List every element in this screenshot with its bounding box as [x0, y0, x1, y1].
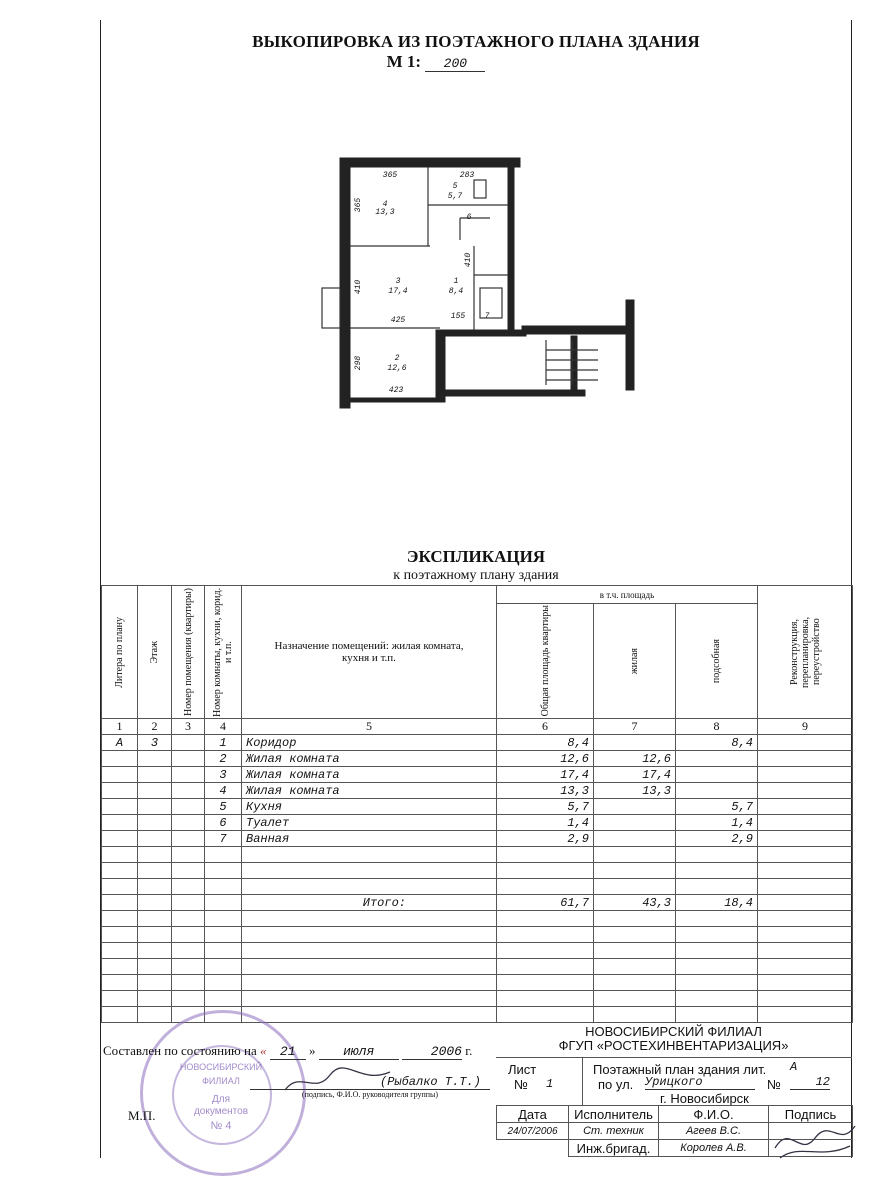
cell-room-number: 1	[205, 735, 242, 751]
header-cell: Номер комнаты, кухни, корид. и т.п.	[205, 586, 242, 719]
compiled-prefix: Составлен по состоянию на	[103, 1043, 257, 1058]
document-title: ВЫКОПИРОВКА ИЗ ПОЭТАЖНОГО ПЛАНА ЗДАНИЯ	[252, 32, 700, 51]
balcony	[322, 288, 340, 328]
org-line2: ФГУП «РОСТЕХИНВЕНТАРИЗАЦИЯ»	[558, 1038, 789, 1053]
wall	[445, 390, 585, 396]
cell-room-name: Кухня	[242, 799, 497, 815]
lit-value: А	[790, 1060, 798, 1074]
city: г. Новосибирск	[660, 1091, 749, 1106]
cell-total-area: 8,4	[497, 735, 594, 751]
dim-label: 365	[354, 197, 363, 213]
brigade-fio: Королев А.В.	[659, 1140, 769, 1157]
cell-litera	[102, 767, 138, 783]
table-row	[102, 831, 853, 847]
empty-cell	[758, 911, 853, 927]
empty-cell	[758, 1007, 853, 1023]
wall	[508, 163, 514, 333]
total-label: Итого:	[242, 895, 497, 911]
empty-cell	[102, 991, 138, 1007]
signature-mark	[280, 1060, 400, 1100]
empty-cell	[676, 863, 758, 879]
room-num: 4	[382, 200, 388, 209]
empty-cell	[138, 943, 172, 959]
room-area: 13,3	[375, 208, 395, 217]
empty-cell	[242, 1007, 497, 1023]
empty-cell	[205, 991, 242, 1007]
cell-aux-area: 2,9	[676, 831, 758, 847]
cell-room-name: Ванная	[242, 831, 497, 847]
empty-cell	[594, 943, 676, 959]
room-area: 17,4	[388, 287, 408, 296]
cell-total-area: 1,4	[497, 815, 594, 831]
empty-cell	[676, 943, 758, 959]
cell-room-name: Жилая комната	[242, 767, 497, 783]
empty-cell	[102, 847, 138, 863]
empty-cell	[102, 863, 138, 879]
wall	[522, 326, 632, 334]
cell-floor	[138, 767, 172, 783]
empty-row	[102, 943, 853, 959]
empty-cell	[138, 959, 172, 975]
empty-cell	[497, 959, 594, 975]
dim-label: 283	[459, 171, 475, 180]
empty-cell	[102, 927, 138, 943]
explication-table	[101, 585, 853, 1023]
empty-cell	[138, 863, 172, 879]
cell-floor	[138, 799, 172, 815]
room-num: 7	[484, 312, 490, 321]
scale-value: 200	[425, 56, 485, 72]
empty-cell	[205, 975, 242, 991]
empty-cell	[172, 959, 205, 975]
org-line1: НОВОСИБИРСКИЙ ФИЛИАЛ	[585, 1024, 762, 1039]
empty-cell	[758, 863, 853, 879]
cell-floor	[138, 783, 172, 799]
empty-cell	[758, 927, 853, 943]
cell-apartment	[172, 735, 205, 751]
date-value: 24/07/2006	[497, 1123, 569, 1140]
scale-line	[0, 52, 872, 72]
empty-cell	[594, 847, 676, 863]
empty-cell	[205, 927, 242, 943]
cell-aux-area	[676, 783, 758, 799]
empty-cell	[594, 911, 676, 927]
cell-reconstruction	[758, 751, 853, 767]
cell-aux-area	[676, 751, 758, 767]
cell-total-area: 2,9	[497, 831, 594, 847]
cell-litera	[102, 783, 138, 799]
cell-room-number: 7	[205, 831, 242, 847]
col-number: 1	[102, 719, 138, 735]
empty-row	[102, 879, 853, 895]
empty-cell	[594, 991, 676, 1007]
empty-cell	[497, 943, 594, 959]
header-cell: Номер помещения (квартиры)	[172, 586, 205, 719]
compiled-month: июля	[319, 1044, 399, 1060]
column-numbers-row	[102, 719, 853, 735]
cell-apartment	[172, 783, 205, 799]
empty-cell	[102, 959, 138, 975]
header-cell: Общая площадь квартиры	[497, 604, 594, 719]
sheet-no-label: №	[514, 1077, 528, 1092]
empty-cell	[497, 991, 594, 1007]
table-row	[102, 735, 853, 751]
wall	[340, 158, 520, 167]
stamp-text: НОВОСИБИРСКИЙ	[179, 1062, 263, 1072]
signer-caption: (подпись, Ф.И.О. руководителя группы)	[250, 1089, 490, 1099]
table-row	[102, 799, 853, 815]
empty-cell	[242, 879, 497, 895]
empty-cell	[138, 975, 172, 991]
group-header: в т.ч. площадь	[497, 586, 758, 604]
dim-label: 423	[388, 386, 404, 395]
empty-row	[102, 991, 853, 1007]
wall	[626, 300, 634, 390]
dim-label: 155	[450, 312, 466, 321]
table-row	[102, 767, 853, 783]
cell-apartment	[172, 751, 205, 767]
empty-cell	[242, 943, 497, 959]
empty-cell	[205, 959, 242, 975]
col-number: 6	[497, 719, 594, 735]
empty-cell	[242, 991, 497, 1007]
dim-label: 365	[382, 171, 398, 180]
empty-cell	[242, 847, 497, 863]
cell-litera	[102, 799, 138, 815]
house-value: 12	[790, 1075, 830, 1090]
empty-cell	[676, 847, 758, 863]
empty-cell	[172, 863, 205, 879]
header-cell: Реконструкция, перепланировка, переустройство	[758, 586, 853, 719]
empty-cell	[138, 847, 172, 863]
empty-cell	[205, 879, 242, 895]
cell-aux-area: 5,7	[676, 799, 758, 815]
room-num: 2	[394, 354, 400, 363]
empty-cell	[242, 911, 497, 927]
empty-cell	[172, 975, 205, 991]
dim-label: 425	[390, 316, 406, 325]
empty-cell	[594, 1007, 676, 1023]
street-value: Урицкого	[645, 1075, 755, 1090]
cell-reconstruction	[758, 815, 853, 831]
empty-cell	[172, 911, 205, 927]
cell-aux-area	[676, 767, 758, 783]
empty-cell	[172, 943, 205, 959]
room-num: 1	[453, 277, 459, 286]
empty-cell	[676, 911, 758, 927]
total-total: 61,7	[497, 895, 594, 911]
executor-header: Исполнитель	[569, 1106, 659, 1123]
stamp-text: документов	[193, 1106, 249, 1117]
kitchen-fixture	[474, 180, 486, 198]
col-number: 3	[172, 719, 205, 735]
cell-apartment	[172, 799, 205, 815]
cell-litera	[102, 751, 138, 767]
cell-room-number: 3	[205, 767, 242, 783]
empty-cell	[497, 911, 594, 927]
room-num: 5	[452, 182, 458, 191]
empty-cell	[138, 879, 172, 895]
empty-cell	[758, 847, 853, 863]
stamp-text: ФИЛИАЛ	[202, 1076, 240, 1086]
cell-floor	[138, 751, 172, 767]
empty-row	[102, 975, 853, 991]
empty-cell	[497, 879, 594, 895]
scale-label: М 1:	[386, 52, 422, 71]
empty-cell	[138, 991, 172, 1007]
cell-apartment	[172, 831, 205, 847]
cell-room-number: 4	[205, 783, 242, 799]
empty-cell	[102, 879, 138, 895]
org-name	[496, 1025, 851, 1053]
empty-cell	[172, 927, 205, 943]
empty-cell	[172, 991, 205, 1007]
cell-room-name: Туалет	[242, 815, 497, 831]
col-number: 9	[758, 719, 853, 735]
header-cell: жилая	[594, 604, 676, 719]
empty-cell	[676, 879, 758, 895]
room-area: 12,6	[387, 364, 407, 373]
cell-reconstruction	[758, 767, 853, 783]
cell-room-name: Жилая комната	[242, 751, 497, 767]
cell-total-area: 17,4	[497, 767, 594, 783]
empty-cell	[138, 1007, 172, 1023]
empty-cell	[242, 863, 497, 879]
cell-living-area	[594, 735, 676, 751]
table-row	[102, 783, 853, 799]
bath-fixture	[480, 288, 502, 318]
empty-cell	[758, 991, 853, 1007]
cell-floor: 3	[138, 735, 172, 751]
executor-value: Ст. техник	[569, 1123, 659, 1140]
plan-label: Поэтажный план здания лит.	[593, 1062, 767, 1077]
empty-cell	[758, 959, 853, 975]
empty-cell	[594, 927, 676, 943]
dim-label: 410	[354, 279, 363, 295]
empty-cell	[676, 991, 758, 1007]
header-cell: подсобная	[676, 604, 758, 719]
room-area: 8,4	[448, 287, 464, 296]
empty-cell	[172, 847, 205, 863]
cell-total-area: 12,6	[497, 751, 594, 767]
wall	[340, 158, 350, 408]
empty-row	[102, 927, 853, 943]
cell-room-name: Коридор	[242, 735, 497, 751]
empty-cell	[138, 911, 172, 927]
fio-value: Агеев В.С.	[659, 1123, 769, 1140]
cell-floor	[138, 815, 172, 831]
cell-room-name: Жилая комната	[242, 783, 497, 799]
empty-cell	[205, 847, 242, 863]
total-aux: 18,4	[676, 895, 758, 911]
empty-cell	[594, 959, 676, 975]
col-number: 5	[242, 719, 497, 735]
empty-cell	[676, 927, 758, 943]
cell-apartment	[172, 767, 205, 783]
sheet-label: Лист	[508, 1062, 537, 1077]
col-number: 7	[594, 719, 676, 735]
empty-cell	[676, 1007, 758, 1023]
col-number: 4	[205, 719, 242, 735]
compiled-year: 2006	[402, 1044, 462, 1060]
stamp-text: № 4	[210, 1120, 232, 1132]
empty-cell	[242, 927, 497, 943]
empty-cell	[138, 927, 172, 943]
empty-cell	[676, 975, 758, 991]
cell-litera: А	[102, 735, 138, 751]
empty-cell	[102, 975, 138, 991]
empty-cell	[242, 959, 497, 975]
empty-cell	[594, 863, 676, 879]
empty-cell	[102, 1007, 138, 1023]
room-area: 5,7	[447, 192, 463, 201]
wall	[436, 330, 445, 402]
street-label: по ул.	[598, 1077, 634, 1092]
fio-header: Ф.И.О.	[659, 1106, 769, 1123]
stamp-text: Для	[211, 1094, 231, 1105]
brigade-label: Инж.бригад.	[569, 1140, 659, 1157]
header-cell: Этаж	[138, 586, 172, 719]
table-row	[102, 815, 853, 831]
explication-subtitle: к поэтажному плану здания	[393, 568, 559, 583]
empty-cell	[594, 879, 676, 895]
total-row	[102, 895, 853, 911]
empty-cell	[497, 927, 594, 943]
empty-cell	[172, 879, 205, 895]
empty-cell	[594, 975, 676, 991]
dim-label: 298	[354, 355, 363, 371]
empty-cell	[758, 943, 853, 959]
empty-cell	[676, 959, 758, 975]
empty-cell	[497, 847, 594, 863]
empty-cell	[758, 975, 853, 991]
col-number: 2	[138, 719, 172, 735]
cell-living-area: 17,4	[594, 767, 676, 783]
compiled-year-suffix: г.	[465, 1043, 473, 1058]
empty-cell	[497, 1007, 594, 1023]
empty-row	[102, 847, 853, 863]
room-num: 3	[395, 277, 401, 286]
cell-room-number: 5	[205, 799, 242, 815]
cell-reconstruction	[758, 799, 853, 815]
cell-litera	[102, 831, 138, 847]
cell-living-area: 12,6	[594, 751, 676, 767]
empty-row	[102, 959, 853, 975]
sign-header: Подпись	[769, 1106, 853, 1123]
cell-room-number: 2	[205, 751, 242, 767]
cell-aux-area: 1,4	[676, 815, 758, 831]
empty-cell	[205, 863, 242, 879]
cell-apartment	[172, 815, 205, 831]
empty-cell	[497, 975, 594, 991]
floor-plan	[315, 150, 645, 420]
sheet-no: 1	[546, 1077, 554, 1091]
cell-aux-area: 8,4	[676, 735, 758, 751]
date-header: Дата	[497, 1106, 569, 1123]
compiled-line: Составлен по состоянию на « 21 » июля 2006 г.	[103, 1043, 473, 1059]
col-number: 8	[676, 719, 758, 735]
mp-label: М.П.	[128, 1108, 156, 1123]
empty-cell	[758, 879, 853, 895]
dim-label: 410	[464, 252, 473, 268]
compiled-day: 21	[270, 1044, 306, 1060]
cell-reconstruction	[758, 735, 853, 751]
cell-total-area: 13,3	[497, 783, 594, 799]
cell-floor	[138, 831, 172, 847]
house-label: №	[767, 1077, 781, 1092]
title-block-divider	[582, 1057, 583, 1105]
explication-title: ЭКСПЛИКАЦИЯ	[406, 547, 546, 566]
empty-cell	[102, 943, 138, 959]
cell-living-area	[594, 831, 676, 847]
empty-cell	[205, 943, 242, 959]
empty-cell	[205, 911, 242, 927]
cell-total-area: 5,7	[497, 799, 594, 815]
wall	[340, 398, 440, 402]
empty-cell	[497, 863, 594, 879]
cell-litera	[102, 815, 138, 831]
signer-name: (Рыбалко Т.Т.)	[380, 1075, 481, 1089]
empty-cell	[102, 911, 138, 927]
empty-row	[102, 863, 853, 879]
cell-reconstruction	[758, 831, 853, 847]
empty-row	[102, 911, 853, 927]
cell-reconstruction	[758, 783, 853, 799]
title-block-top-line	[496, 1057, 852, 1058]
total-living: 43,3	[594, 895, 676, 911]
cell-living-area	[594, 815, 676, 831]
header-cell: Литера по плану	[102, 586, 138, 719]
cell-room-number: 6	[205, 815, 242, 831]
empty-cell	[242, 975, 497, 991]
signature-mark	[770, 1118, 860, 1163]
header-cell: Назначение помещений: жилая комната, кухня и т.п.	[242, 586, 497, 719]
room-num: 6	[466, 213, 472, 222]
cell-living-area: 13,3	[594, 783, 676, 799]
table-row	[102, 751, 853, 767]
cell-living-area	[594, 799, 676, 815]
